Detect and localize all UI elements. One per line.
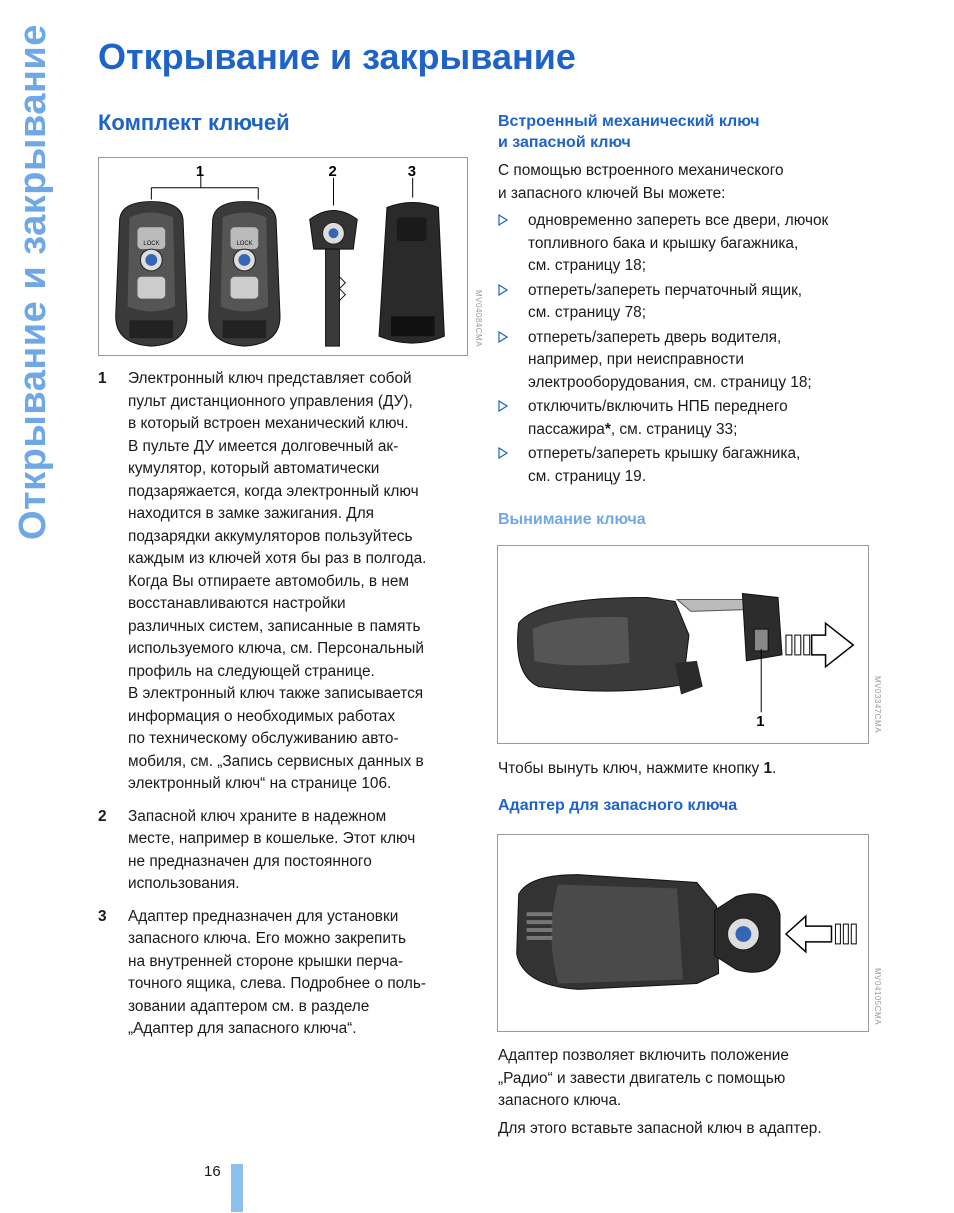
figure-label-2: 2 (328, 163, 337, 180)
list-item (498, 210, 878, 278)
page-number: 16 (204, 1163, 221, 1180)
remove-key-text-post: . (772, 760, 777, 777)
item-number: 1 (98, 370, 107, 387)
remove-key-figure (497, 545, 869, 744)
insert-key-text: Для этого вставьте запасной ключ в адаптер. (498, 1120, 822, 1137)
bullet-text: отпереть/запереть крышку багажника, см. страницу 19. (528, 445, 801, 485)
figure-label-1: 1 (195, 163, 205, 180)
lock-label: LOCK (143, 241, 160, 248)
figure-code-2: MV03347CMA (873, 676, 882, 734)
adapter-heading: Адаптер для запасного ключа (498, 797, 738, 814)
removing-key-heading: Вынимание ключа (498, 511, 646, 528)
adapter-illustration (498, 835, 868, 1031)
item-number: 3 (98, 907, 107, 925)
arrow-bullet-icon (498, 400, 508, 412)
pull-arrow-icon (812, 623, 854, 667)
lock-label-2: LOCK (236, 241, 253, 248)
list-item (498, 280, 878, 325)
adapter-text: Адаптер позволяет включить положение „Радио“ и завести двигатель с помощью запасного ключа. (498, 1047, 789, 1109)
figure-code-1: MV04084CMA (474, 290, 483, 348)
item-text: Электронный ключ представляет собой пульт дистанционного управления (ДУ), в который встроен механический ключ. В пульте ДУ имеется долговечный ак- кумулятор, который автоматически подзаряжается, когда электронный ключ находится в замке зажигания. Для подзарядки аккумуляторов пользуйтесь каждым из ключей хотя бы раз в полгода. Когда Вы отпираете автомобиль, в нем восстанавливаются настройки различных систем, записанные в память используемого ключа, см. Персональный профиль на следующей странице. В электронный ключ также записывается информация о необходимых работах по техническому обслуживанию авто- мобиля, см. „Запись сервисных данных в электронный ключ“ на странице 106. (128, 370, 427, 792)
arrow-bullet-icon (498, 284, 508, 296)
integrated-key-heading: Встроенный механический ключ и запасной ключ (498, 113, 760, 151)
electronic-key-fob-2 (209, 202, 280, 347)
item-number: 2 (98, 807, 107, 825)
bullet-text: отпереть/запереть дверь водителя, например, при неисправности электрооборудования, см. страницу 18; (528, 328, 812, 391)
electronic-key-fob (116, 202, 187, 347)
remove-key-illustration (498, 546, 868, 743)
arrow-bullet-icon (498, 331, 508, 343)
adapter-figure (497, 834, 869, 1032)
list-item (498, 327, 878, 395)
integrated-key-intro: С помощью встроенного механического и запасного ключей Вы можете: (498, 162, 784, 202)
remove-key-text (498, 758, 776, 781)
bullet-text: отключить/включить НПБ переднего пассажира (528, 398, 788, 438)
remove-key-text-bold: 1 (763, 760, 773, 777)
page-title: Открывание и закрывание (98, 36, 576, 77)
spare-key (310, 210, 358, 346)
key-set-list (98, 368, 470, 1051)
list-item (498, 443, 878, 488)
page-tab-bar (231, 1164, 243, 1212)
figure-code-3: MV04105CMA (873, 968, 882, 1026)
footnote-star: * (604, 420, 611, 438)
bullet-text-tail: , см. страницу 33; (610, 420, 738, 438)
button-label-1: 1 (756, 714, 765, 731)
list-item (498, 396, 878, 441)
item-text: Запасной ключ храните в надежном месте, например в кошельке. Этот ключ не предназначен для постоянного использования. (128, 807, 416, 892)
arrow-bullet-icon (498, 214, 508, 226)
list-item (98, 906, 470, 1041)
insert-arrow-icon (786, 916, 832, 952)
remove-key-text-pre: Чтобы вынуть ключ, нажмите кнопку (498, 760, 764, 777)
key-set-figure (98, 157, 468, 356)
item-text: Адаптер предназначен для установки запасного ключа. Его можно закрепить на внутренней стороне крышки перча- точного ящика, слева. Подробнее о поль- зовании адаптером см. в разделе „Адаптер для запасного ключа“. (128, 907, 427, 1037)
list-item (98, 368, 470, 796)
key-adapter (379, 203, 444, 344)
arrow-bullet-icon (498, 447, 508, 459)
integrated-key-bullets (498, 210, 878, 490)
list-item (98, 806, 470, 896)
key-set-heading: Комплект ключей (98, 110, 290, 135)
bullet-text: отпереть/запереть перчаточный ящик, см. страницу 78; (528, 281, 803, 321)
key-set-illustration (99, 158, 467, 355)
bullet-text: одновременно запереть все двери, лючок топливного бака и крышку багажника, см. страницу 18; (528, 212, 829, 274)
figure-label-3: 3 (407, 163, 416, 180)
side-chapter-title: Открывание и закрывание (12, 24, 54, 540)
